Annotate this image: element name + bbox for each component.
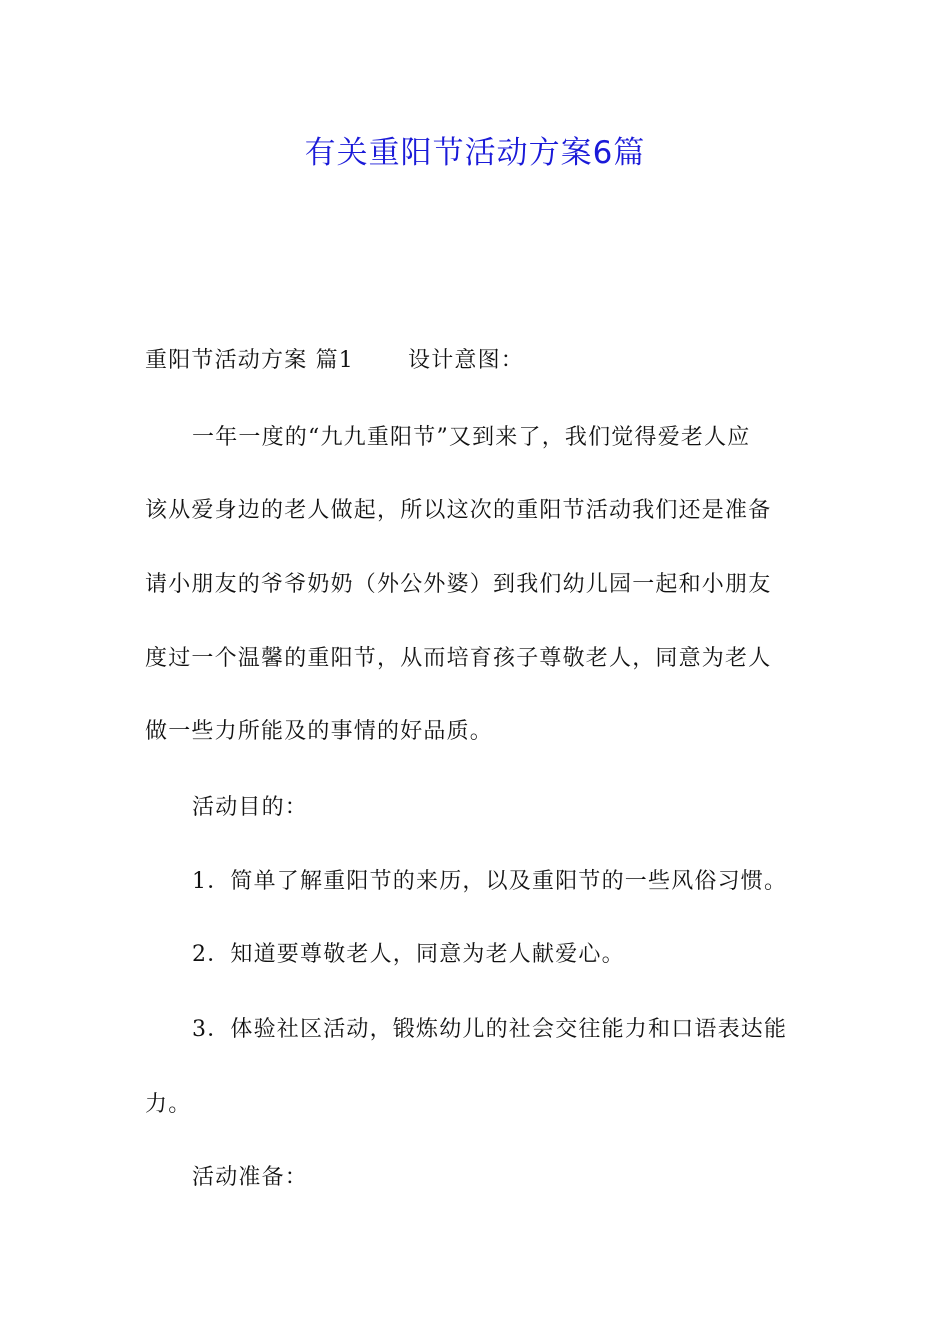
paragraph-line: 做一些力所能及的事情的好品质。 (145, 719, 494, 744)
paragraph-line: 一年一度的“九九重阳节”又到来了，我们觉得爱老人应 (192, 425, 751, 450)
section-subheading: 设计意图： (408, 348, 525, 373)
list-item: 1．简单了解重阳节的来历，以及重阳节的一些风俗习惯。 (192, 869, 788, 894)
list-item: 3．体验社区活动，锻炼幼儿的社会交往能力和口语表达能 (192, 1017, 788, 1042)
section-label: 活动准备： (192, 1165, 309, 1190)
paragraph-line: 请小朋友的爷爷奶奶（外公外婆）到我们幼儿园一起和小朋友 (145, 572, 772, 597)
paragraph-line: 该从爱身边的老人做起，所以这次的重阳节活动我们还是准备 (145, 498, 772, 523)
paragraph-line: 度过一个温馨的重阳节，从而培育孩子尊敬老人，同意为老人 (145, 646, 772, 671)
document-title: 有关重阳节活动方案6篇 (304, 135, 646, 171)
list-item: 2．知道要尊敬老人，同意为老人献爱心。 (192, 942, 625, 967)
section-label: 活动目的： (192, 795, 309, 820)
section-heading-label: 重阳节活动方案 篇1 (145, 348, 354, 373)
section-heading (145, 346, 810, 376)
list-item-continuation: 力。 (145, 1092, 192, 1117)
